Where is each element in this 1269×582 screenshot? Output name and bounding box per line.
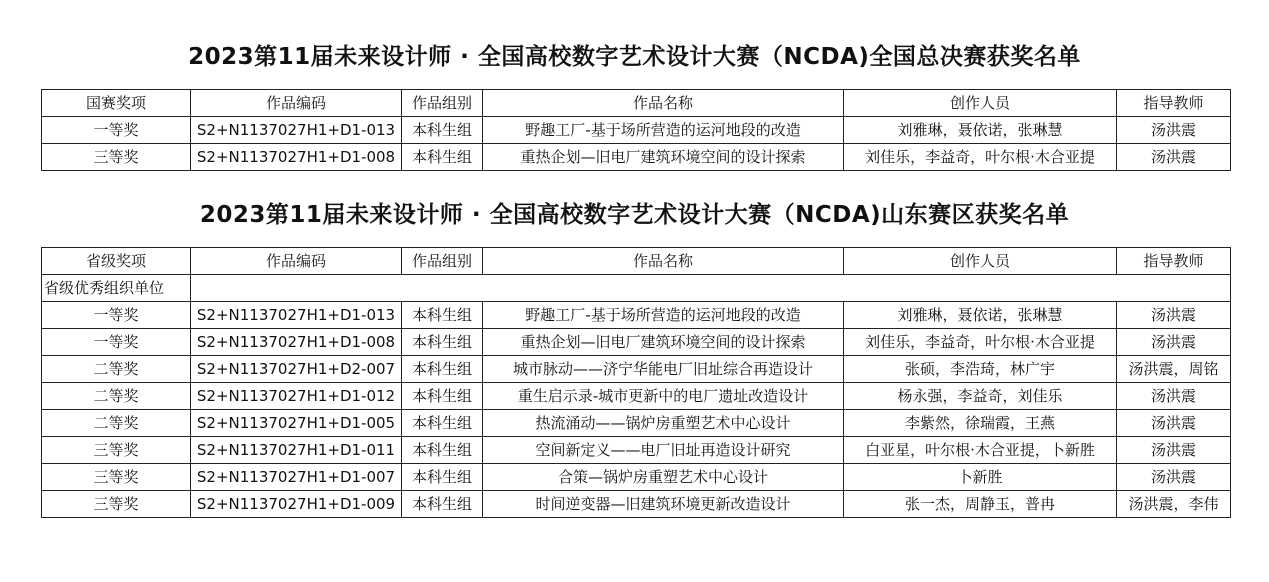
shandong-results-title: 2023第11届未来设计师 · 全国高校数字艺术设计大赛（NCDA)山东赛区获奖名单 bbox=[199, 202, 1070, 228]
advisor-cell: 汤洪震，周铭 bbox=[1117, 356, 1231, 383]
creators-cell: 杨永强，李益奇，刘佳乐 bbox=[844, 383, 1117, 410]
table-row bbox=[42, 117, 1231, 144]
header-advisor: 指导教师 bbox=[1117, 248, 1231, 275]
work-name-cell: 空间新定义——电厂旧址再造设计研究 bbox=[483, 437, 844, 464]
award-cell: 三等奖 bbox=[42, 464, 191, 491]
group-cell: 本科生组 bbox=[402, 144, 483, 171]
table-header-row bbox=[42, 90, 1231, 117]
header-creators: 创作人员 bbox=[844, 248, 1117, 275]
creators-cell: 刘雅琳，聂依诺，张琳慧 bbox=[844, 302, 1117, 329]
award-cell: 二等奖 bbox=[42, 410, 191, 437]
shandong-results-table bbox=[41, 247, 1231, 518]
advisor-cell: 汤洪震 bbox=[1117, 383, 1231, 410]
advisor-cell: 汤洪震，李伟 bbox=[1117, 491, 1231, 518]
group-cell: 本科生组 bbox=[402, 491, 483, 518]
award-cell: 二等奖 bbox=[42, 383, 191, 410]
creators-cell: 白亚星，叶尔根·木合亚提，卜新胜 bbox=[844, 437, 1117, 464]
award-cell: 三等奖 bbox=[42, 437, 191, 464]
header-code: 作品编码 bbox=[191, 90, 402, 117]
org-award-row bbox=[42, 275, 1231, 302]
code-cell: S2+N1137027H1+D1-012 bbox=[191, 383, 402, 410]
table-header-row bbox=[42, 248, 1231, 275]
header-group: 作品组别 bbox=[402, 248, 483, 275]
table-row bbox=[42, 302, 1231, 329]
work-name-cell: 野趣工厂-基于场所营造的运河地段的改造 bbox=[483, 117, 844, 144]
group-cell: 本科生组 bbox=[402, 356, 483, 383]
group-cell: 本科生组 bbox=[402, 437, 483, 464]
group-cell: 本科生组 bbox=[402, 329, 483, 356]
work-name-cell: 野趣工厂-基于场所营造的运河地段的改造 bbox=[483, 302, 844, 329]
advisor-cell: 汤洪震 bbox=[1117, 117, 1231, 144]
award-cell: 一等奖 bbox=[42, 329, 191, 356]
work-name-cell: 热流涌动——锅炉房重塑艺术中心设计 bbox=[483, 410, 844, 437]
work-name-cell: 重热企划—旧电厂建筑环境空间的设计探索 bbox=[483, 144, 844, 171]
creators-cell: 张硕，李浩琦，林广宇 bbox=[844, 356, 1117, 383]
code-cell: S2+N1137027H1+D1-009 bbox=[191, 491, 402, 518]
advisor-cell: 汤洪震 bbox=[1117, 410, 1231, 437]
creators-cell: 李紫然，徐瑞霞，王燕 bbox=[844, 410, 1117, 437]
group-cell: 本科生组 bbox=[402, 302, 483, 329]
code-cell: S2+N1137027H1+D1-008 bbox=[191, 329, 402, 356]
award-cell: 三等奖 bbox=[42, 144, 191, 171]
creators-cell: 刘佳乐，李益奇，叶尔根·木合亚提 bbox=[844, 144, 1117, 171]
national-results-title: 2023第11届未来设计师 · 全国高校数字艺术设计大赛（NCDA)全国总决赛获奖名单 bbox=[188, 44, 1081, 70]
table-row bbox=[42, 464, 1231, 491]
code-cell: S2+N1137027H1+D1-005 bbox=[191, 410, 402, 437]
creators-cell: 张一杰，周静玉，普冉 bbox=[844, 491, 1117, 518]
group-cell: 本科生组 bbox=[402, 117, 483, 144]
code-cell: S2+N1137027H1+D1-013 bbox=[191, 117, 402, 144]
table-row bbox=[42, 437, 1231, 464]
code-cell: S2+N1137027H1+D1-007 bbox=[191, 464, 402, 491]
creators-cell: 刘雅琳，聂依诺，张琳慧 bbox=[844, 117, 1117, 144]
advisor-cell: 汤洪震 bbox=[1117, 329, 1231, 356]
org-award-cell: 省级优秀组织单位 bbox=[42, 275, 191, 302]
work-name-cell: 合策—锅炉房重塑艺术中心设计 bbox=[483, 464, 844, 491]
header-award: 省级奖项 bbox=[42, 248, 191, 275]
group-cell: 本科生组 bbox=[402, 410, 483, 437]
work-name-cell: 重热企划—旧电厂建筑环境空间的设计探索 bbox=[483, 329, 844, 356]
header-code: 作品编码 bbox=[191, 248, 402, 275]
code-cell: S2+N1137027H1+D2-007 bbox=[191, 356, 402, 383]
table-row bbox=[42, 329, 1231, 356]
table-row bbox=[42, 356, 1231, 383]
advisor-cell: 汤洪震 bbox=[1117, 464, 1231, 491]
header-creators: 创作人员 bbox=[844, 90, 1117, 117]
header-work-name: 作品名称 bbox=[483, 248, 844, 275]
award-cell: 三等奖 bbox=[42, 491, 191, 518]
code-cell: S2+N1137027H1+D1-008 bbox=[191, 144, 402, 171]
award-cell: 一等奖 bbox=[42, 117, 191, 144]
header-advisor: 指导教师 bbox=[1117, 90, 1231, 117]
group-cell: 本科生组 bbox=[402, 464, 483, 491]
work-name-cell: 时间逆变器—旧建筑环境更新改造设计 bbox=[483, 491, 844, 518]
group-cell: 本科生组 bbox=[402, 383, 483, 410]
header-work-name: 作品名称 bbox=[483, 90, 844, 117]
table-row bbox=[42, 491, 1231, 518]
advisor-cell: 汤洪震 bbox=[1117, 302, 1231, 329]
award-cell: 一等奖 bbox=[42, 302, 191, 329]
work-name-cell: 城市脉动——济宁华能电厂旧址综合再造设计 bbox=[483, 356, 844, 383]
award-cell: 二等奖 bbox=[42, 356, 191, 383]
table-row bbox=[42, 383, 1231, 410]
creators-cell: 刘佳乐，李益奇，叶尔根·木合亚提 bbox=[844, 329, 1117, 356]
header-group: 作品组别 bbox=[402, 90, 483, 117]
code-cell: S2+N1137027H1+D1-011 bbox=[191, 437, 402, 464]
code-cell: S2+N1137027H1+D1-013 bbox=[191, 302, 402, 329]
org-award-empty-cell bbox=[191, 275, 1231, 302]
header-award: 国赛奖项 bbox=[42, 90, 191, 117]
table-row bbox=[42, 144, 1231, 171]
advisor-cell: 汤洪震 bbox=[1117, 437, 1231, 464]
table-row bbox=[42, 410, 1231, 437]
national-results-table bbox=[41, 89, 1231, 171]
advisor-cell: 汤洪震 bbox=[1117, 144, 1231, 171]
creators-cell: 卜新胜 bbox=[844, 464, 1117, 491]
work-name-cell: 重生启示录-城市更新中的电厂遗址改造设计 bbox=[483, 383, 844, 410]
